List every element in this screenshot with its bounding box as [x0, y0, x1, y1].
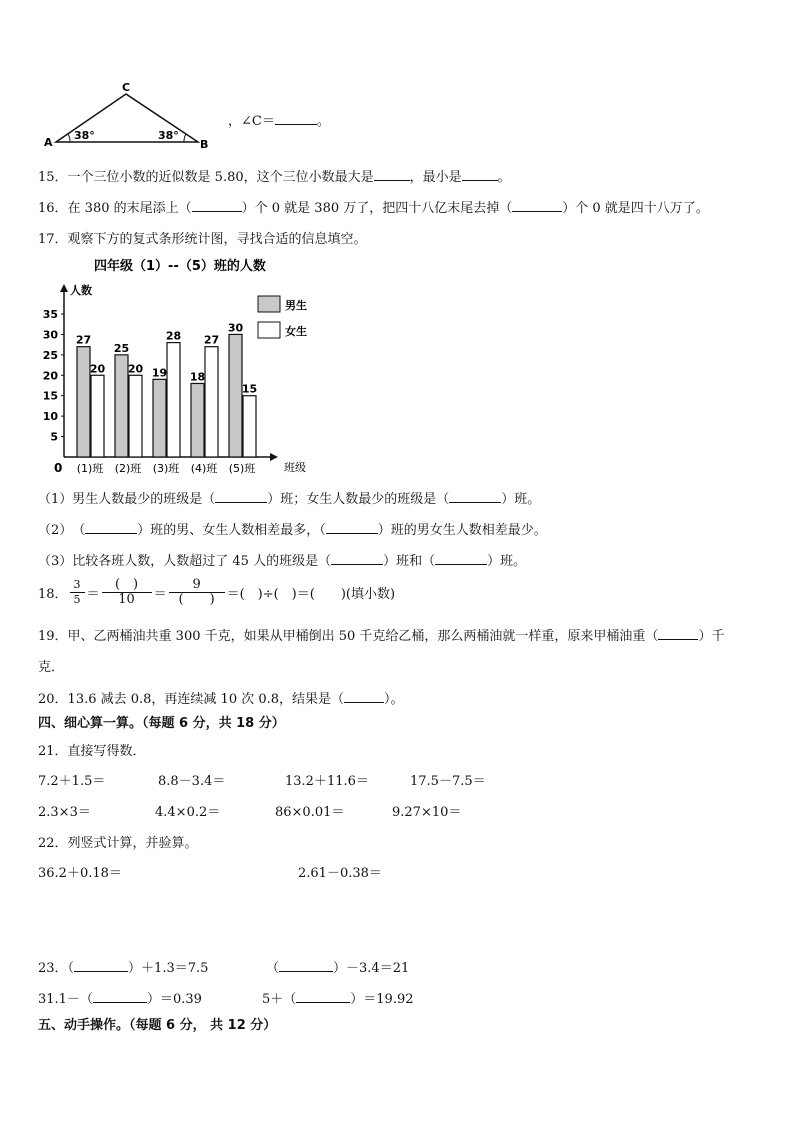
- chart-title: 四年级（1）--（5）班的人数: [94, 259, 266, 274]
- q15-text-2: ，最小是: [409, 170, 462, 185]
- q17-sub-2: [38, 519, 547, 538]
- q17-sub-3: [38, 550, 526, 569]
- q17-sub-1: [38, 488, 540, 507]
- q17-s2-text-b: ）班的男、女生人数相差最多，（: [137, 523, 326, 538]
- q17-s3-text-a: （3）比较各班人数，人数超过了 45 人的班级是（: [38, 554, 332, 569]
- bar-value-label: 27: [75, 333, 92, 347]
- fraction-denominator: 5: [73, 593, 81, 606]
- bar-1: [129, 375, 142, 457]
- q20-text-1: 20．13.6 减去 0.8，再连续减 10 次 0.8，结果是（: [38, 692, 345, 707]
- q23-item3: [38, 988, 202, 1007]
- q17-s3-text-b: ）班和（: [383, 554, 436, 569]
- q21-row1-item4: 17.5－7.5＝: [410, 774, 486, 789]
- q17-s1-blank-1[interactable]: [215, 490, 267, 503]
- bar-0: [153, 379, 166, 457]
- angle-c-blank[interactable]: [275, 112, 317, 125]
- q22-item1: 36.2＋0.18＝: [38, 866, 122, 881]
- y-tick-label: 20: [42, 369, 58, 383]
- q17-s2-text-a: （2） （: [38, 523, 86, 538]
- y-axis-label: 人数: [70, 284, 92, 297]
- q19-text: 19．甲、乙两桶油共重 300 千克，如果从甲桶倒出 50 千克给乙桶，那么两桶油就一样重，原来甲桶油重（: [38, 629, 659, 644]
- q23-item2-text-b: ）－3.4＝21: [333, 961, 410, 976]
- triangle-question: [228, 110, 330, 129]
- bar-value-label: 18: [189, 370, 206, 384]
- q16-blank-1[interactable]: [192, 199, 242, 212]
- q23-blank-3[interactable]: [93, 990, 147, 1003]
- q23-item1: [38, 957, 208, 976]
- q17-s3-blank-2[interactable]: [435, 552, 487, 565]
- fraction-3-5: [70, 578, 85, 607]
- section-4-heading: 四、细心算一算。（每题 6 分，共 18 分）: [38, 716, 285, 731]
- q17-s3-blank-1[interactable]: [331, 552, 383, 565]
- legend-swatch-0: [258, 296, 280, 312]
- question-19-line2: 克．: [38, 660, 65, 675]
- q16-text-2: ）个 0 就是 380 万了，把四十八亿末尾去掉（: [241, 201, 513, 216]
- q17-s3-text-c: ）班。: [487, 554, 527, 569]
- question-16: [38, 197, 709, 216]
- bar-value-label: 27: [203, 333, 220, 347]
- equals-sign: ＝: [86, 587, 100, 602]
- x-axis-arrow: [270, 453, 278, 461]
- fraction-9-blank[interactable]: [169, 578, 225, 607]
- q23-item4-text-b: ）＝19.92: [350, 992, 414, 1007]
- q19-text-end: ）千: [698, 629, 725, 644]
- q23-item2: [266, 957, 409, 976]
- legend-swatch-1: [258, 322, 280, 338]
- q19-blank[interactable]: [658, 627, 698, 640]
- question-15: [38, 166, 511, 185]
- q15-text-3: 。: [497, 170, 511, 185]
- q18-prefix: 18．: [38, 587, 68, 602]
- bar-1: [205, 347, 218, 457]
- y-tick-label: 35: [42, 308, 58, 321]
- bar-value-label: 20: [89, 362, 106, 376]
- q20-text-2: ）。: [384, 692, 404, 707]
- equals-sign: ＝: [153, 587, 167, 602]
- angle-arc-b: [184, 134, 186, 142]
- legend-label-1: 女生: [285, 325, 307, 338]
- question-18: [38, 578, 395, 607]
- x-tick-label: (5)班: [228, 462, 256, 475]
- fraction-numerator: ( ): [102, 578, 152, 593]
- angle-a-label: 38°: [74, 129, 95, 142]
- q17-s1-text-a: （1）男生人数最少的班级是（: [38, 492, 216, 507]
- y-tick-label: 15: [42, 389, 58, 403]
- legend-label-0: 男生: [285, 299, 307, 312]
- question-22-title: 22．列竖式计算，并验算。: [38, 836, 198, 851]
- y-tick-label: 30: [42, 328, 58, 342]
- bar-1: [243, 396, 256, 457]
- angle-arc-a: [68, 134, 70, 142]
- q20-blank[interactable]: [344, 690, 384, 703]
- q23-item4: [262, 988, 414, 1007]
- q21-row1-item1: 7.2＋1.5＝: [38, 774, 106, 789]
- bar-1: [91, 375, 104, 457]
- x-axis-label: 班级: [284, 461, 306, 474]
- q15-blank-min[interactable]: [462, 168, 498, 181]
- q23-item4-text-a: 5＋（: [262, 992, 297, 1007]
- y-tick-label: 5: [50, 430, 58, 444]
- q21-row2-item4: 9.27×10＝: [392, 805, 462, 820]
- bar-chart: [34, 252, 334, 482]
- q23-item3-text-a: 31.1－（: [38, 992, 93, 1007]
- q16-blank-2[interactable]: [512, 199, 562, 212]
- angle-c-suffix: 。: [316, 114, 330, 129]
- bar-0: [191, 383, 204, 457]
- q23-blank-4[interactable]: [296, 990, 350, 1003]
- bar-0: [77, 347, 90, 457]
- q21-row2-item1: 2.3×3＝: [38, 805, 91, 820]
- origin-label: 0: [54, 461, 63, 475]
- bar-value-label: 25: [113, 341, 130, 355]
- angle-b-label: 38°: [158, 129, 179, 142]
- bar-value-label: 19: [151, 366, 168, 380]
- q17-s2-text-c: ）班的男女生人数相差最少。: [377, 523, 547, 538]
- fraction-numerator: 9: [169, 578, 225, 593]
- y-tick-label: 25: [42, 348, 58, 362]
- question-20: [38, 688, 404, 707]
- vertex-c-label: C: [122, 81, 131, 94]
- bar-value-label: 30: [227, 321, 244, 335]
- bar-0: [115, 355, 128, 457]
- q23-blank-2[interactable]: [279, 959, 333, 972]
- q23-item2-text-a: （: [266, 961, 280, 976]
- fraction-blank-10[interactable]: [102, 578, 152, 607]
- q17-s1-text-b: ）班；女生人数最少的班级是（: [267, 492, 450, 507]
- q17-s2-blank-1[interactable]: [85, 521, 137, 534]
- q15-blank-max[interactable]: [374, 168, 410, 181]
- question-17: 17．观察下方的复式条形统计图，寻找合适的信息填空。: [38, 232, 367, 247]
- question-21-title: 21．直接写得数．: [38, 744, 146, 759]
- q22-item2: 2.61－0.38＝: [298, 866, 382, 881]
- triangle-figure: [40, 80, 215, 150]
- q16-text-1: 16．在 380 的末尾添上（: [38, 201, 192, 216]
- vertex-b-label: B: [200, 138, 209, 150]
- bar-0: [229, 334, 242, 457]
- q17-s2-blank-2[interactable]: [326, 521, 378, 534]
- q21-row1-item3: 13.2＋11.6＝: [285, 774, 369, 789]
- bar-value-label: 28: [165, 329, 182, 343]
- vertex-a-label: A: [44, 136, 53, 149]
- question-19-line1: [38, 625, 724, 644]
- q21-row1-item2: 8.8－3.4＝: [158, 774, 226, 789]
- x-tick-label: (4)班: [190, 462, 218, 475]
- x-tick-label: (1)班: [76, 462, 104, 475]
- section-5-heading: 五、动手操作。（每题 6 分， 共 12 分）: [38, 1018, 277, 1033]
- x-tick-label: (3)班: [152, 462, 180, 475]
- bar-value-label: 20: [127, 362, 144, 376]
- q18-tail: ＝( )÷( )＝( )(填小数): [226, 587, 396, 602]
- x-tick-label: (2)班: [114, 462, 142, 475]
- y-tick-label: 10: [42, 410, 58, 424]
- q23-item1-text-b: ）＋1.3＝7.5: [128, 961, 209, 976]
- q17-s1-blank-2[interactable]: [449, 490, 501, 503]
- y-axis-arrow: [60, 284, 68, 292]
- fraction-denominator: ( ): [178, 592, 215, 607]
- q21-row2-item2: 4.4×0.2＝: [155, 805, 221, 820]
- q23-item3-text-b: ）＝0.39: [146, 992, 202, 1007]
- q15-text-1: 15．一个三位小数的近似数是 5.80，这个三位小数最大是: [38, 170, 374, 185]
- q21-row2-item3: 86×0.01＝: [275, 805, 345, 820]
- bar-1: [167, 343, 180, 457]
- q17-s1-text-c: ）班。: [501, 492, 541, 507]
- bar-value-label: 15: [241, 382, 258, 396]
- q23-item1-text-a: 23．（: [38, 961, 75, 976]
- q23-blank-1[interactable]: [74, 959, 128, 972]
- q16-text-3: ）个 0 就是四十八万了。: [562, 201, 709, 216]
- fraction-denominator: 10: [118, 592, 135, 607]
- angle-c-prefix: ，∠C＝: [228, 114, 275, 129]
- fraction-numerator: 3: [70, 578, 85, 593]
